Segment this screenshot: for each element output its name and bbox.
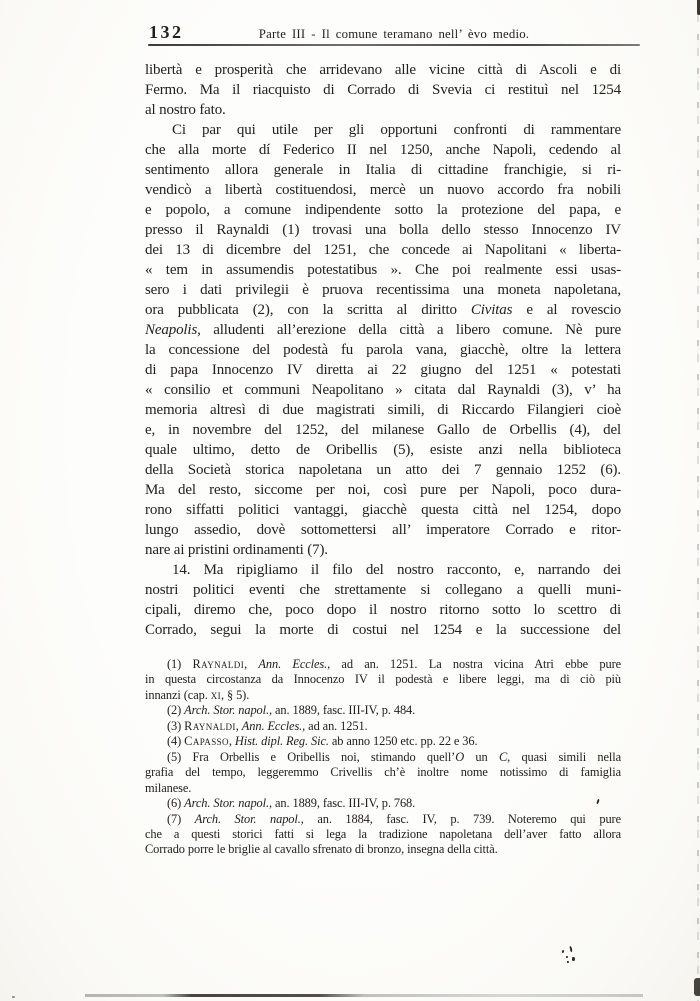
text-line <box>145 500 621 520</box>
text-segment: al nostro fato. <box>145 102 226 118</box>
text-line <box>145 240 621 260</box>
text-segment: Arch. Stor. napol., <box>194 811 304 826</box>
text-segment: 14. Ma ripigliamo il filo del nostro racconto, e, narrando dei <box>172 562 621 578</box>
text-segment: , quasi simili nella <box>507 749 621 764</box>
text-segment: sentimento allora generale in Italia di cittadine franchigie, si ri- <box>145 162 621 178</box>
text-segment: alludenti all’erezione della città a libero comune. Nè pure <box>200 322 621 338</box>
text-segment: , <box>228 734 235 749</box>
text-line <box>145 480 621 500</box>
text-line <box>145 100 621 120</box>
text-segment: Ci par qui utile per gli opportuni confronti di rammentare <box>172 122 621 138</box>
text-line <box>145 300 621 320</box>
ink-speck <box>572 957 575 961</box>
text-segment: Arch. Stor. napol., <box>184 796 272 811</box>
text-segment: xi <box>210 687 221 702</box>
text-line <box>145 80 621 100</box>
scan-artifact-bottom-right <box>694 978 700 996</box>
text-line <box>145 140 621 160</box>
text-segment: ad an. 1251. <box>305 718 368 733</box>
text-line <box>145 180 621 200</box>
text-line <box>145 420 621 440</box>
text-segment: C <box>498 749 508 764</box>
text-line <box>145 719 621 734</box>
text-segment: Ann. Eccles., <box>241 718 306 733</box>
text-line <box>145 520 621 540</box>
text-line <box>145 812 621 827</box>
footnote <box>145 657 621 703</box>
text-line <box>145 380 621 400</box>
text-segment: vendicò a libertà costituendosi, mercè un nuovo accordo fra nobili <box>145 182 621 198</box>
text-line <box>145 796 621 811</box>
text-line <box>145 620 621 640</box>
text-segment: , <box>235 718 242 733</box>
text-line <box>145 400 621 420</box>
text-segment: Ann. Eccles., <box>258 657 331 671</box>
text-segment: (5) Fra Orbellis e Oribellis noi, stimando quell’ <box>167 749 456 764</box>
text-segment: sero i dati privilegii è pruova recentissima una moneta napoletana, <box>145 282 621 298</box>
text-segment: Neapolis, <box>145 322 201 338</box>
text-segment: (1) <box>167 657 193 671</box>
footnote <box>145 750 621 796</box>
running-title: Parte III - Il comune teramano nell’ èvo medio. <box>258 27 530 41</box>
text-line <box>145 540 621 560</box>
text-segment: grafia del tempo, leggeremmo Crivellis ch’è inoltre nome notissimo di famiglia <box>145 765 621 780</box>
text-segment: Corrado, segui la morte di costui nel 1254 e la successione del <box>145 622 621 638</box>
text-line <box>145 781 621 796</box>
text-segment: Capasso <box>184 734 229 749</box>
text-segment: Corrado porre le briglie al cavallo sfrenato di bronzo, insegna della città. <box>145 842 498 857</box>
text-segment: dei 13 di dicembre del 1251, che concede ai Napolitani « liberta- <box>145 242 621 258</box>
scan-artifact-bottom-line <box>85 994 643 997</box>
text-line <box>145 703 621 718</box>
text-segment: , <box>244 657 259 671</box>
text-segment: nostri politici eventi che strettamente si collegano a quelli muni- <box>145 582 621 598</box>
text-line <box>145 280 621 300</box>
text-segment: Ma del resto, siccome per noi, così pure per Napoli, poco dura- <box>145 482 621 498</box>
text-segment: an. 1889, fasc. III-IV, p. 768. <box>271 796 416 811</box>
text-line <box>145 688 621 703</box>
text-segment: in questa circostanza da Innocenzo IV il podestà e libere leggi, ma di ciò più <box>145 672 621 687</box>
footnotes <box>145 657 621 858</box>
text-segment: che a questi storici fatti si lega la tradizione napoletana dell’aver fatto allora <box>145 826 621 841</box>
text-segment: Fermo. Ma il riacquisto di Corrado di Svevia ci restituì nel 1254 <box>145 82 621 98</box>
header-rule <box>148 44 640 46</box>
text-line <box>145 734 621 749</box>
text-line <box>145 580 621 600</box>
text-segment: Hist. dipl. Reg. Sic. <box>234 734 329 749</box>
text-segment: la concessione del podestà fu parola vana, giacchè, oltre la lettera <box>145 342 621 358</box>
text-segment: presso il Raynaldi (1) trovasi una bolla dello stesso Innocenzo IV <box>145 222 621 238</box>
text-line <box>145 340 621 360</box>
text-segment: lungo assedio, dovè sottomettersi all’ imperatore Corrado e ritor- <box>145 522 621 538</box>
text-line <box>145 765 621 780</box>
text-segment: (3) <box>167 718 185 733</box>
footnote <box>145 796 621 811</box>
paragraph <box>145 120 621 560</box>
text-segment: che alla morte dí Federico II nel 1250, anche Napoli, cedendo al <box>145 142 621 158</box>
text-segment: ora pubblicata (2), con la scritta al diritto <box>145 302 471 318</box>
paragraph <box>145 60 621 120</box>
text-segment: Raynaldi <box>184 718 236 733</box>
text-segment: nare ai pristini ordinamenti (7). <box>145 542 328 558</box>
text-segment: ab anno 1250 etc. pp. 22 e 36. <box>328 734 478 749</box>
text-line <box>145 360 621 380</box>
text-line <box>145 750 621 765</box>
text-line <box>145 320 621 340</box>
text-segment: quale ultimo, detto de Oribellis (5), esiste anzi nella biblioteca <box>145 442 621 458</box>
text-segment: Civitas <box>470 302 513 318</box>
text-line <box>145 120 621 140</box>
text-segment: (7) <box>167 811 195 826</box>
text-segment: « tem in assumendis potestatibus ». Che poi realmente essi usas- <box>145 262 621 278</box>
text-segment: e, in novembre del 1252, del milanese Gallo de Orbellis (4), del <box>145 422 621 438</box>
ink-speck <box>566 956 568 958</box>
paragraph <box>145 560 621 640</box>
text-line <box>145 440 621 460</box>
text-segment: cipali, diremo che, poco dopo il nostro ritorno sotto lo scettro di <box>145 602 621 618</box>
text-segment: (6) <box>167 796 185 811</box>
text-segment: (4) <box>167 734 185 749</box>
text-line <box>145 827 621 842</box>
footnote <box>145 812 621 858</box>
text-line <box>145 600 621 620</box>
text-segment: un <box>464 749 499 764</box>
body-text <box>145 60 621 640</box>
text-line <box>145 160 621 180</box>
text-line <box>145 260 621 280</box>
ink-speck <box>12 996 15 998</box>
text-segment: an. 1889, fasc. III-IV, p. 484. <box>271 703 416 718</box>
text-segment: ad an. 1251. La nostra vicina Atri ebbe pure <box>330 657 621 671</box>
text-line <box>145 460 621 480</box>
ink-speck <box>562 950 565 954</box>
text-line <box>145 842 621 857</box>
text-line <box>145 220 621 240</box>
text-segment: Arch. Stor. napol., <box>184 703 272 718</box>
text-segment: O <box>455 749 465 764</box>
text-segment: di papa Innocenzo IV diretta ai 22 giugno del 1251 « potestati <box>145 362 621 378</box>
text-segment: (2) <box>167 703 185 718</box>
text-segment: e al rovescio <box>512 302 622 318</box>
footnote <box>145 703 621 718</box>
footnote <box>145 719 621 734</box>
text-segment: « consilio et communi Neapolitano » citata dal Raynaldi (3), v’ ha <box>145 382 621 398</box>
text-segment: innanzi (cap. <box>145 687 211 702</box>
text-line <box>145 60 621 80</box>
footnote <box>145 734 621 749</box>
text-line <box>145 672 621 687</box>
text-line <box>145 657 621 672</box>
text-segment: della Società storica napoletana un atto dei 7 gennaio 1252 (6). <box>145 462 621 478</box>
text-segment: memoria altresì di due magistrati simili, di Riccardo Filangieri cioè <box>145 402 621 418</box>
text-segment: milanese. <box>145 780 192 795</box>
text-line <box>145 560 621 580</box>
scan-artifact-right-edge <box>697 0 699 1001</box>
text-segment: e popolo, a comune indipendente sotto la protezione del papa, e <box>145 202 621 218</box>
ink-speck <box>567 961 569 963</box>
ink-speck <box>569 946 572 952</box>
page-number: 132 <box>149 22 184 42</box>
text-segment: , § 5). <box>220 687 250 702</box>
text-segment: Raynaldi <box>192 657 245 671</box>
text-segment: rono siffatti politici vantaggi, giacchè questa città nel 1254, dopo <box>145 502 621 518</box>
text-segment: an. 1884, fasc. IV, p. 739. Noteremo qui pure <box>303 811 621 826</box>
text-line <box>145 200 621 220</box>
text-segment: libertà e prosperità che arridevano alle vicine città di Ascoli e di <box>145 62 621 78</box>
